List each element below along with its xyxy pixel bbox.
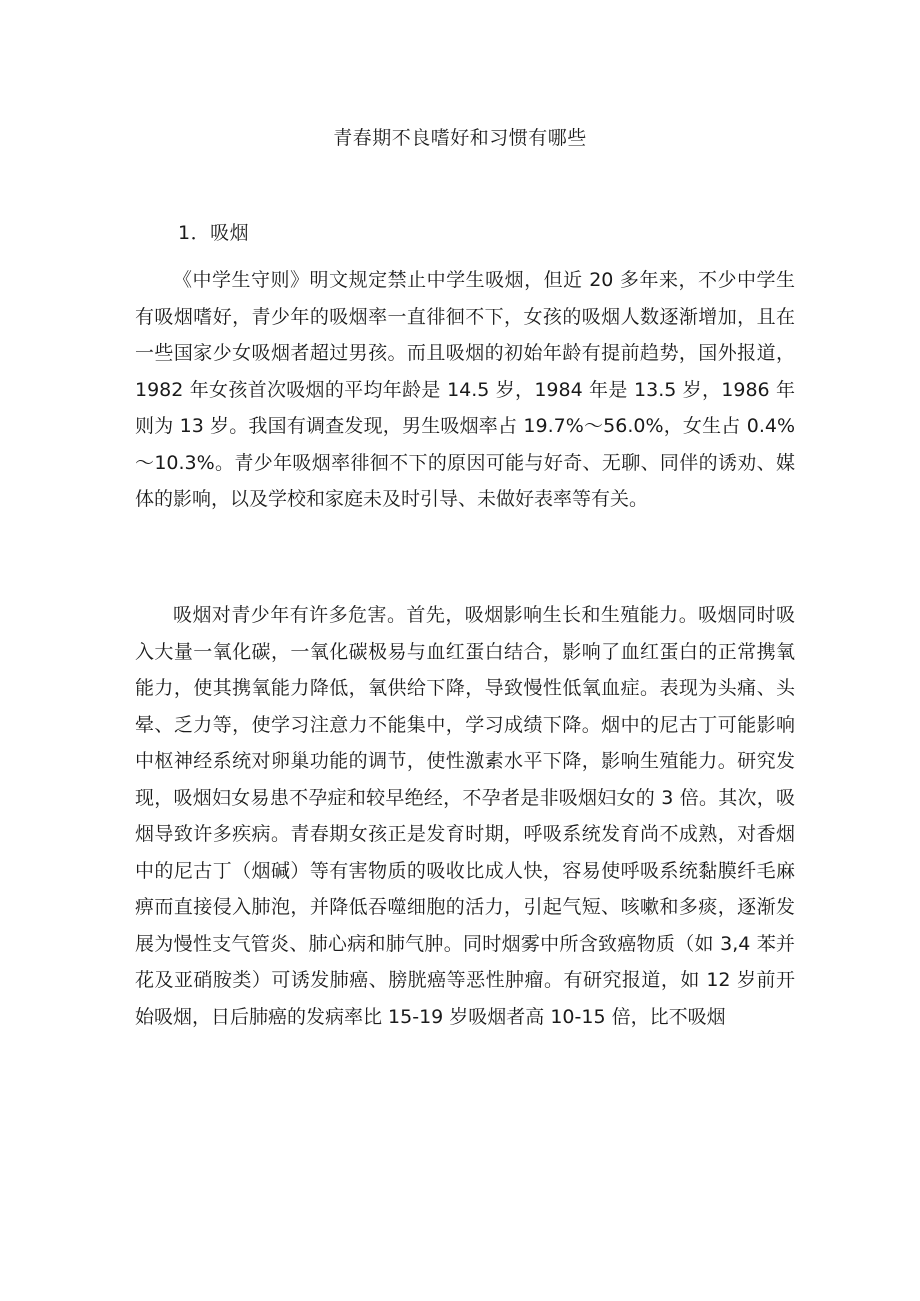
page-title: 青春期不良嗜好和习惯有哪些 (333, 127, 587, 149)
paragraph-2: 吸烟对青少年有许多危害。首先，吸烟影响生长和生殖能力。吸烟同时吸入大量一氧化碳，一氧化碳极易与血红蛋白结合，影响了血红蛋白的正常携氧能力，使其携氧能力降低，氧供给下降，导致慢性低氧血症。表现为头痛、头晕、乏力等，使学习注意力不能集中，学习成绩下降。烟中的尼古丁可能影响中枢神经系统对卵巢功能的调节，使性激素水平下降，影响生殖能力。研究发现，吸烟妇女易患不孕症和较早绝经，不孕者是非吸烟妇女的 3 倍。其次，吸烟导致许多疾病。青春期女孩正是发育时期，呼吸系统发育尚不成熟，对香烟中的尼古丁（烟碱）等有害物质的吸收比成人快，容易使呼吸系统黏膜纤毛麻痹而直接侵入肺泡，并降低吞噬细胞的活力，引起气短、咳嗽和多痰，逐渐发展为慢性支气管炎、肺心病和肺气肿。同时烟雾中所含致癌物质（如 3,4 苯并花及亚硝胺类）可诱发肺癌、膀胱癌等恶性肿瘤。有研究报道，如 12 岁前开始吸烟，日后肺癌的发病率比 15-19 岁吸烟者高 10-15 倍，比不吸烟 (135, 604, 795, 1028)
section-heading: 1．吸烟 (178, 222, 250, 244)
paragraph-1: 《中学生守则》明文规定禁止中学生吸烟，但近 20 多年来，不少中学生有吸烟嗜好，青少年的吸烟率一直徘徊不下，女孩的吸烟人数逐渐增加，且在一些国家少女吸烟者超过男孩。而且吸烟的初始年龄有提前趋势，国外报道，1982 年女孩首次吸烟的平均年龄是 14.5 岁，1984 年是 13.5 岁，1986 年则为 13 岁。我国有调查发现，男生吸烟率占 19.7%～56.0%，女生占 0.4%～10.3%。青少年吸烟率徘徊不下的原因可能与好奇、无聊、同伴的诱劝、媒体的影响，以及学校和家庭未及时引导、未做好表率等有关。 (135, 269, 795, 510)
